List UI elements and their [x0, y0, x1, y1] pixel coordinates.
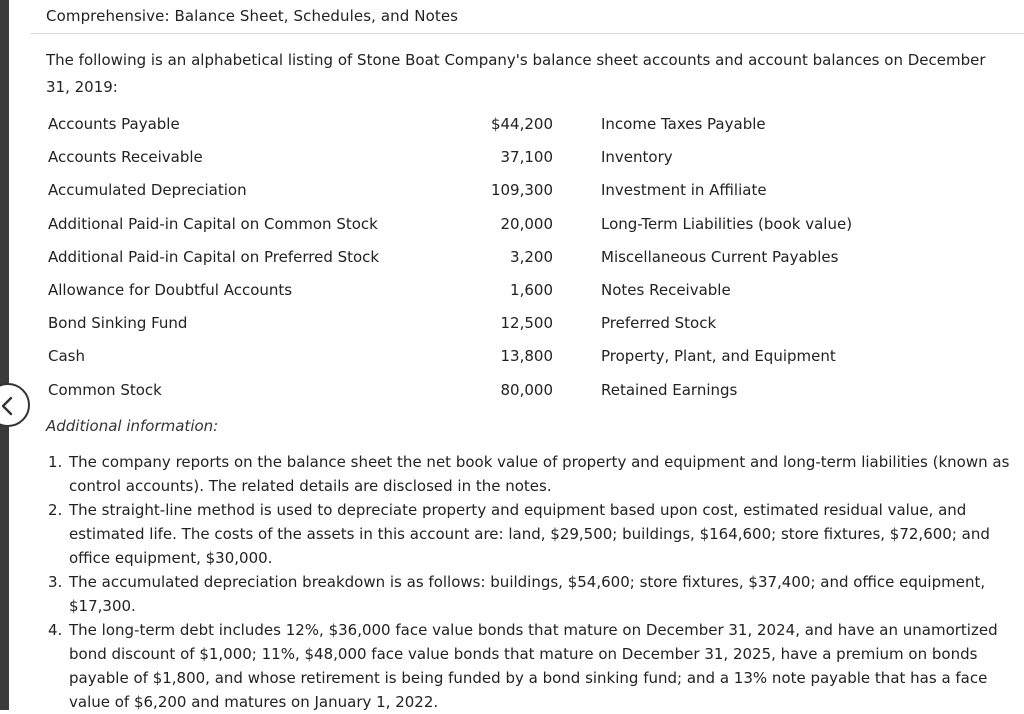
- account-name-right: Property, Plant, and Equipment: [601, 347, 836, 366]
- note-item: [46, 570, 1022, 618]
- title-divider: [30, 33, 1024, 34]
- account-row: [48, 247, 948, 280]
- account-name-right: Income Taxes Payable: [601, 115, 766, 133]
- account-name: Cash: [48, 347, 85, 366]
- account-name: Accounts Receivable: [48, 148, 203, 167]
- account-balance: 12,500: [500, 314, 553, 333]
- note-number: 2.: [48, 501, 63, 519]
- note-item: [46, 450, 1022, 498]
- account-name-right: Notes Receivable: [601, 280, 731, 299]
- account-row: [48, 313, 948, 346]
- account-balance: 109,300: [490, 181, 553, 200]
- intro-paragraph: The following is an alphabetical listing of Stone Boat Company's balance sheet accounts and account balances on December 31, 2019:: [46, 51, 986, 96]
- account-name-right: Inventory: [601, 148, 673, 167]
- note-text: The long-term debt includes 12%, $36,000 face value bonds that mature on December 31, 2024, and have an unamortized bond discount of $1,000; 11%, $48,000 face value bonds that mature on December 31, 2025, have a premium on bonds payable of $1,800, and whose retirement is being funded by a bond sinking fund; and a 13% note payable that has a face value of $6,200 and matures on January 1, 2022.: [69, 621, 998, 711]
- account-row: [48, 214, 948, 247]
- account-name: Accumulated Depreciation: [48, 181, 247, 200]
- notes-list: [46, 450, 1022, 714]
- account-row: [48, 280, 948, 313]
- account-name-right: Miscellaneous Current Payables: [601, 247, 839, 266]
- additional-info-title: Additional information:: [46, 417, 219, 435]
- account-name: Bond Sinking Fund: [48, 314, 188, 333]
- note-number: 3.: [48, 573, 63, 591]
- account-name-right: Preferred Stock: [601, 314, 717, 333]
- account-row: [48, 346, 948, 379]
- account-name-right: Long-Term Liabilities (book value): [601, 214, 853, 233]
- chevron-left-icon: [0, 396, 14, 416]
- note-text: The company reports on the balance sheet the net book value of property and equipment and long-term liabilities (known as control accounts). The related details are disclosed in the notes.: [69, 453, 1010, 495]
- account-balance: 37,100: [500, 148, 553, 167]
- note-item: [46, 498, 1022, 570]
- note-text: The accumulated depreciation breakdown is as follows: buildings, $54,600; store fixtures, $37,400; and office equipment, $17,300.: [69, 573, 986, 615]
- account-name-right: Retained Earnings: [601, 380, 738, 399]
- account-balance: 13,800: [500, 347, 553, 366]
- account-name: Accounts Payable: [48, 115, 180, 133]
- left-side-bar: [0, 0, 9, 710]
- previous-button[interactable]: [0, 383, 30, 427]
- account-row: [48, 180, 948, 213]
- account-balance: $44,200: [490, 115, 553, 133]
- account-name: Additional Paid-in Capital on Preferred Stock: [48, 247, 380, 266]
- account-balance: 20,000: [500, 214, 553, 233]
- account-row: [48, 380, 948, 413]
- accounts-listing: [48, 114, 948, 413]
- account-row: [48, 114, 948, 147]
- account-balance: 1,600: [510, 280, 553, 299]
- account-name: Additional Paid-in Capital on Common Stock: [48, 214, 378, 233]
- note-number: 1.: [48, 453, 63, 471]
- note-text: The straight-line method is used to depreciate property and equipment based upon cost, estimated residual value, and estimated life. The costs of the assets in this account are: land, $29,500; buildings, $164,600; store fixtures, $72,600; and office equipment, $30,000.: [69, 501, 990, 567]
- account-name-right: Investment in Affiliate: [601, 181, 767, 200]
- account-balance: 80,000: [500, 380, 553, 399]
- account-name: Common Stock: [48, 380, 162, 399]
- account-balance: 3,200: [510, 247, 553, 266]
- account-row: [48, 147, 948, 180]
- account-name: Allowance for Doubtful Accounts: [48, 280, 293, 299]
- page-title: Comprehensive: Balance Sheet, Schedules, and Notes: [46, 7, 459, 25]
- note-number: 4.: [48, 621, 63, 639]
- note-item: [46, 618, 1022, 714]
